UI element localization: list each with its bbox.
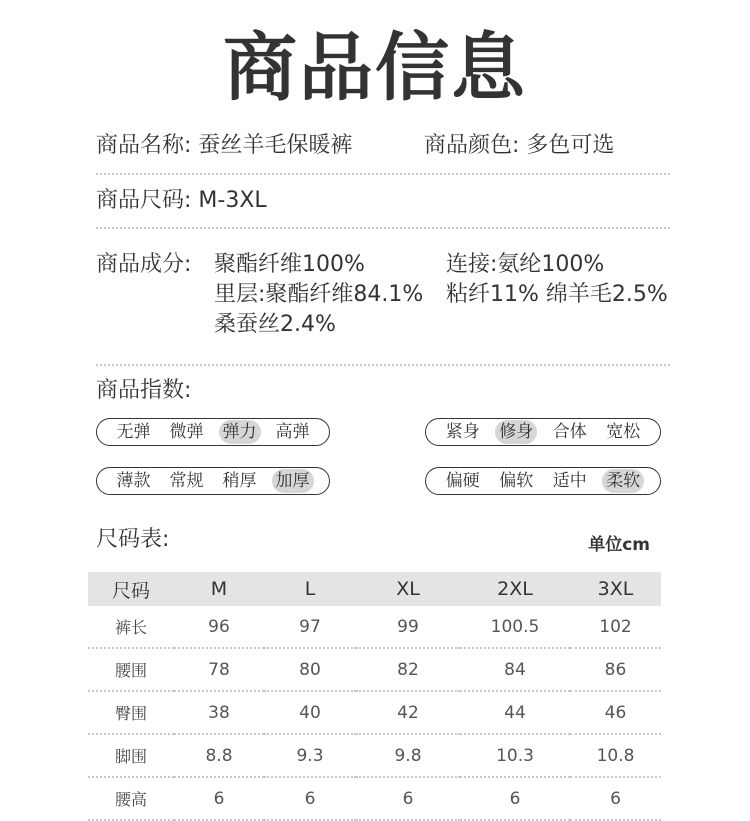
thickness-option: 常规 [169,471,204,491]
table-cell: 96 [174,606,264,648]
table-row-label: 脚围 [88,734,174,777]
product-color-value: 多色可选 [526,133,615,158]
unit-label: 单位cm [588,535,650,555]
fit-option: 紧身 [445,422,480,442]
table-cell: 38 [174,691,264,734]
size-table [88,572,661,821]
softness-option: 柔软 [602,469,644,493]
table-header-cell: 尺码 [88,572,174,606]
thickness-option: 加厚 [272,469,314,493]
product-name-label: 商品名称: [96,133,192,158]
thickness-scale [96,467,330,495]
product-color-label: 商品颜色: [424,133,520,158]
product-color-row [424,131,614,161]
fit-scale [425,418,661,446]
table-header-cell: M [174,572,264,606]
table-cell: 78 [174,648,264,691]
product-name-value: 蚕丝羊毛保暖裤 [198,133,353,158]
table-header-cell: 2XL [460,572,570,606]
table-cell: 10.3 [460,734,570,777]
index-label: 商品指数: [96,378,192,403]
table-cell: 82 [356,648,460,691]
table-row-label: 裤长 [88,606,174,648]
composition-line2-a: 里层:聚酯纤维84.1% [214,282,424,307]
divider [96,364,670,366]
elasticity-option: 弹力 [219,420,261,444]
table-row [88,777,661,820]
size-table-label: 尺码表: [96,527,170,552]
softness-option: 适中 [552,471,587,491]
thickness-option: 薄款 [116,471,151,491]
table-row-label: 腰高 [88,777,174,820]
table-cell: 10.8 [570,734,661,777]
elasticity-option: 无弹 [116,422,151,442]
table-cell: 80 [264,648,356,691]
thickness-option: 稍厚 [222,471,257,491]
composition-line2-b: 粘纤11% 绵羊毛2.5% [446,282,668,307]
table-cell: 6 [356,777,460,820]
table-cell: 97 [264,606,356,648]
table-cell: 6 [264,777,356,820]
product-size-row [96,186,267,216]
table-header-cell: XL [356,572,460,606]
elasticity-option: 微弹 [169,422,204,442]
elasticity-scale [96,418,330,446]
product-size-label: 商品尺码: [96,188,192,213]
table-cell: 46 [570,691,661,734]
softness-scale [425,467,661,495]
table-row [88,606,661,648]
table-header-cell: 3XL [570,572,661,606]
fit-option: 宽松 [606,422,641,442]
table-cell: 44 [460,691,570,734]
table-cell: 9.8 [356,734,460,777]
composition-line1-a: 聚酯纤维100% [214,252,365,277]
table-header-row [88,572,661,606]
product-size-value: M-3XL [198,188,267,213]
table-row-label: 臀围 [88,691,174,734]
table-cell: 6 [460,777,570,820]
table-cell: 86 [570,648,661,691]
table-cell: 8.8 [174,734,264,777]
table-cell: 9.3 [264,734,356,777]
divider [96,173,670,175]
composition-line1-b: 连接:氨纶100% [446,252,605,277]
elasticity-option: 高弹 [275,422,310,442]
table-row [88,648,661,691]
composition-line3: 桑蚕丝2.4% [214,312,336,337]
softness-option: 偏硬 [445,471,480,491]
composition-label: 商品成分: [96,252,192,277]
table-cell: 6 [570,777,661,820]
divider [96,227,670,229]
table-cell: 42 [356,691,460,734]
table-header-cell: L [264,572,356,606]
softness-option: 偏软 [499,471,534,491]
table-cell: 100.5 [460,606,570,648]
page-title: 商品信息 [223,25,527,111]
table-cell: 84 [460,648,570,691]
table-cell: 6 [174,777,264,820]
table-row [88,734,661,777]
table-cell: 40 [264,691,356,734]
fit-option: 修身 [495,420,537,444]
table-cell: 99 [356,606,460,648]
table-cell: 102 [570,606,661,648]
table-row [88,691,661,734]
product-name-row [96,131,352,161]
fit-option: 合体 [552,422,587,442]
table-row-label: 腰围 [88,648,174,691]
